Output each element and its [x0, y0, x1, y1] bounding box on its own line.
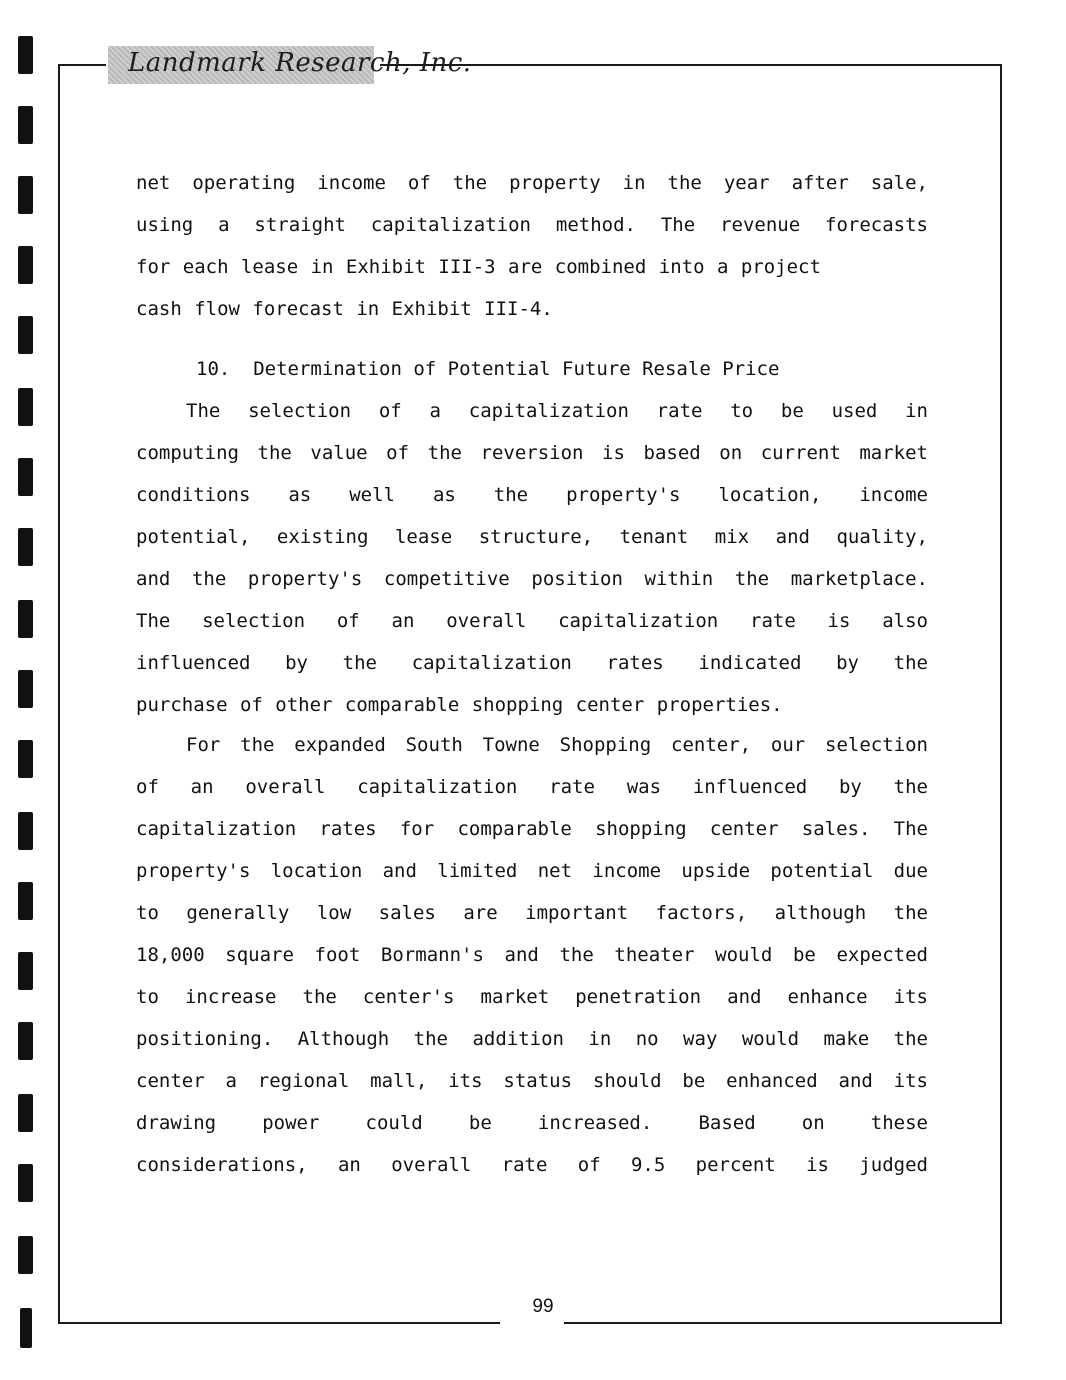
frame-top-right-line	[380, 64, 1002, 66]
binding-hole	[18, 458, 33, 496]
text-line: cash flow forecast in Exhibit III-4.	[136, 298, 553, 320]
binding-hole	[18, 952, 33, 990]
text-line: center a regional mall, its status should be enhanced and its	[136, 1070, 928, 1092]
section-heading: 10. Determination of Potential Future Resale Price	[196, 358, 780, 380]
binding-hole	[18, 1164, 33, 1202]
binding-hole	[18, 388, 33, 426]
text-line: conditions as well as the property's location, income	[136, 484, 928, 506]
text-line: influenced by the capitalization rates indicated by the	[136, 652, 928, 674]
binding-hole	[18, 1236, 33, 1274]
text-line: to generally low sales are important factors, although the	[136, 902, 928, 924]
binding-hole	[18, 600, 33, 638]
logo-text: Landmark Research, Inc.	[128, 48, 472, 78]
binding-hole	[18, 1022, 33, 1060]
text-line: computing the value of the reversion is based on current market	[136, 442, 928, 464]
binding-hole	[18, 528, 33, 566]
binding-hole	[18, 316, 33, 354]
binding-hole	[18, 882, 33, 920]
text-line: for each lease in Exhibit III-3 are combined into a project	[136, 256, 821, 278]
binding-hole	[18, 740, 33, 778]
binding-hole	[18, 670, 33, 708]
text-line: drawing power could be increased. Based on these	[136, 1112, 928, 1134]
text-line: property's location and limited net income upside potential due	[136, 860, 928, 882]
text-line: of an overall capitalization rate was influenced by the	[136, 776, 928, 798]
text-line: positioning. Although the addition in no way would make the	[136, 1028, 928, 1050]
binding-hole	[18, 36, 33, 74]
text-line: For the expanded South Towne Shopping center, our selection	[186, 734, 928, 756]
text-line: considerations, an overall rate of 9.5 percent is judged	[136, 1154, 928, 1176]
paragraph-1	[136, 162, 928, 330]
text-line: The selection of an overall capitalization rate is also	[136, 610, 928, 632]
binding-hole	[18, 176, 33, 214]
text-line: The selection of a capitalization rate to be used in	[186, 400, 928, 422]
text-line: net operating income of the property in the year after sale,	[136, 172, 928, 194]
frame-bottom-left-line	[58, 1322, 500, 1324]
binding-hole	[20, 1308, 32, 1348]
text-line: 18,000 square foot Bormann's and the theater would be expected	[136, 944, 928, 966]
frame-right-line	[1000, 64, 1002, 1324]
binding-hole	[18, 106, 33, 144]
text-line: and the property's competitive position within the marketplace.	[136, 568, 928, 590]
text-line: capitalization rates for comparable shopping center sales. The	[136, 818, 928, 840]
text-line: potential, existing lease structure, tenant mix and quality,	[136, 526, 928, 548]
binding-hole	[18, 246, 33, 284]
paragraph-3	[136, 724, 928, 1186]
page-number: 99	[532, 1296, 554, 1317]
paragraph-2	[136, 390, 928, 726]
letterhead-logo	[108, 46, 472, 84]
text-line: using a straight capitalization method. The revenue forecasts	[136, 214, 928, 236]
frame-top-left-line	[58, 64, 106, 66]
binding-hole	[18, 812, 33, 850]
text-line: to increase the center's market penetration and enhance its	[136, 986, 928, 1008]
binding-hole	[18, 1094, 33, 1132]
frame-bottom-right-line	[564, 1322, 1002, 1324]
frame-left-line	[58, 64, 60, 1324]
text-line: purchase of other comparable shopping center properties.	[136, 694, 783, 716]
